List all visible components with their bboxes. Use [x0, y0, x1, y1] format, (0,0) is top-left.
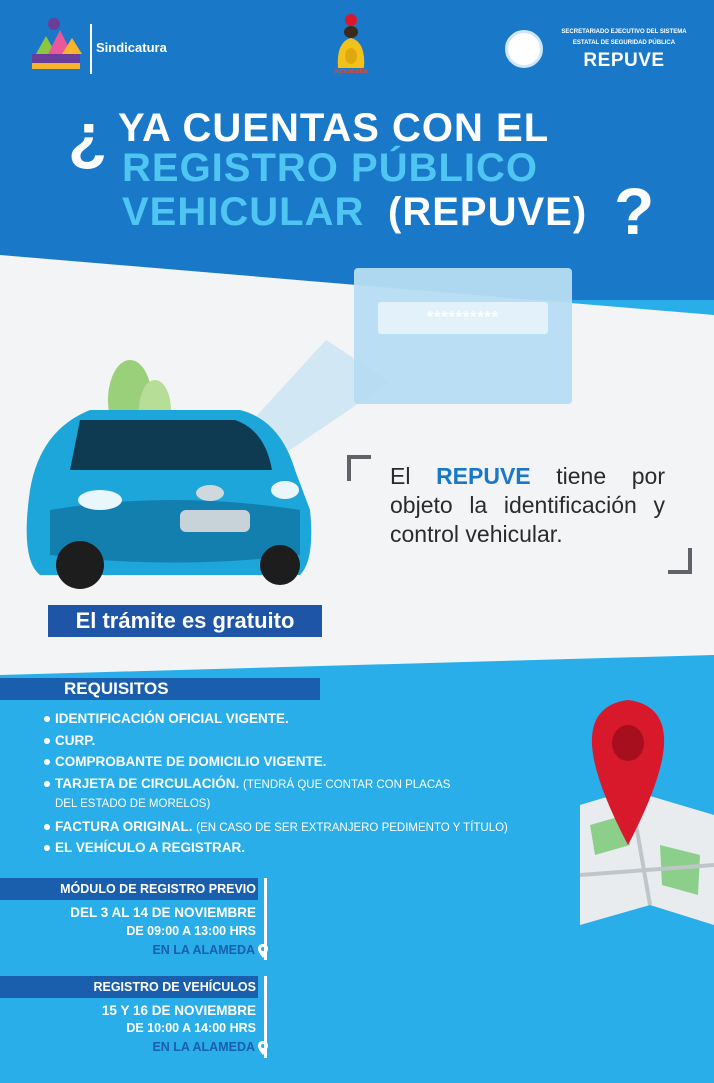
description-text: El REPUVE tiene por objeto la identificación y control vehicular.: [390, 463, 665, 547]
xoxocotla-logo-icon: [332, 12, 370, 72]
quote-bracket-bottom: [668, 548, 692, 574]
bullet-icon: [44, 845, 50, 851]
quote-bracket-top: [347, 455, 371, 481]
header-divider: [90, 24, 92, 74]
list-item: EL VEHÍCULO A REGISTRAR.: [44, 837, 508, 859]
sindicatura-label: Sindicatura: [96, 40, 167, 55]
module-2-hours: DE 10:00 A 14:00 HRS: [126, 1021, 256, 1035]
headline-line-3a: VEHICULAR: [122, 190, 365, 234]
headline-line-3b: (REPUVE): [388, 190, 588, 234]
list-item: CURP.: [44, 730, 508, 752]
headline-line-1: YA CUENTAS CON EL: [118, 106, 550, 150]
bullet-icon: [44, 759, 50, 765]
question-open-mark: ¿: [68, 100, 108, 172]
xoxocotla-logo-text: Xoxocotla: [334, 68, 368, 75]
state-seal-icon: [505, 30, 543, 68]
module-2-place: EN LA ALAMEDA: [152, 1040, 268, 1055]
list-item-continuation: DEL ESTADO DE MORELOS): [55, 798, 211, 810]
sesp-title: SECRETARIADO EJECUTIVO DEL SISTEMA: [561, 29, 687, 35]
list-item: COMPROBANTE DE DOMICILIO VIGENTE.: [44, 751, 508, 773]
bullet-icon: [44, 824, 50, 830]
list-item: IDENTIFICACIÓN OFICIAL VIGENTE.: [44, 708, 508, 730]
module-2-divider: [264, 976, 267, 1058]
bullet-icon: [44, 716, 50, 722]
module-1-dates: DEL 3 AL 14 DE NOVIEMBRE: [70, 905, 256, 920]
masked-id-field: **********: [378, 302, 548, 334]
list-item: FACTURA ORIGINAL. (EN CASO DE SER EXTRANJERO PEDIMENTO Y TÍTULO): [44, 816, 508, 838]
bullet-icon: [44, 781, 50, 787]
requirements-list: [44, 708, 508, 859]
requirements-title: REQUISITOS: [64, 679, 169, 698]
module-1-divider: [264, 878, 267, 960]
free-procedure-badge: El trámite es gratuito: [48, 605, 322, 637]
module-2-dates: 15 Y 16 DE NOVIEMBRE: [101, 1003, 256, 1018]
module-1-place: EN LA ALAMEDA: [152, 943, 268, 958]
municipality-logo-icon: [28, 14, 84, 72]
sesp-subtitle: ESTATAL DE SEGURIDAD PÚBLICA: [572, 40, 676, 46]
id-card-graphic: [354, 268, 572, 404]
module-1-hours: DE 09:00 A 13:00 HRS: [126, 924, 256, 938]
car-icon: [10, 340, 320, 590]
list-item: TARJETA DE CIRCULACIÓN. (TENDRÁ QUE CONTAR CON PLACAS: [44, 773, 508, 795]
repuve-highlight: REPUVE: [436, 463, 531, 489]
question-close-mark: ?: [614, 174, 655, 248]
headline-line-2: REGISTRO PÚBLICO: [122, 146, 539, 190]
map-pin-icon: [570, 695, 714, 935]
module-1-title: MÓDULO DE REGISTRO PREVIO: [60, 882, 256, 896]
repuve-logo: REPUVE: [583, 50, 665, 71]
module-2-title: REGISTRO DE VEHÍCULOS: [93, 980, 256, 994]
bullet-icon: [44, 738, 50, 744]
